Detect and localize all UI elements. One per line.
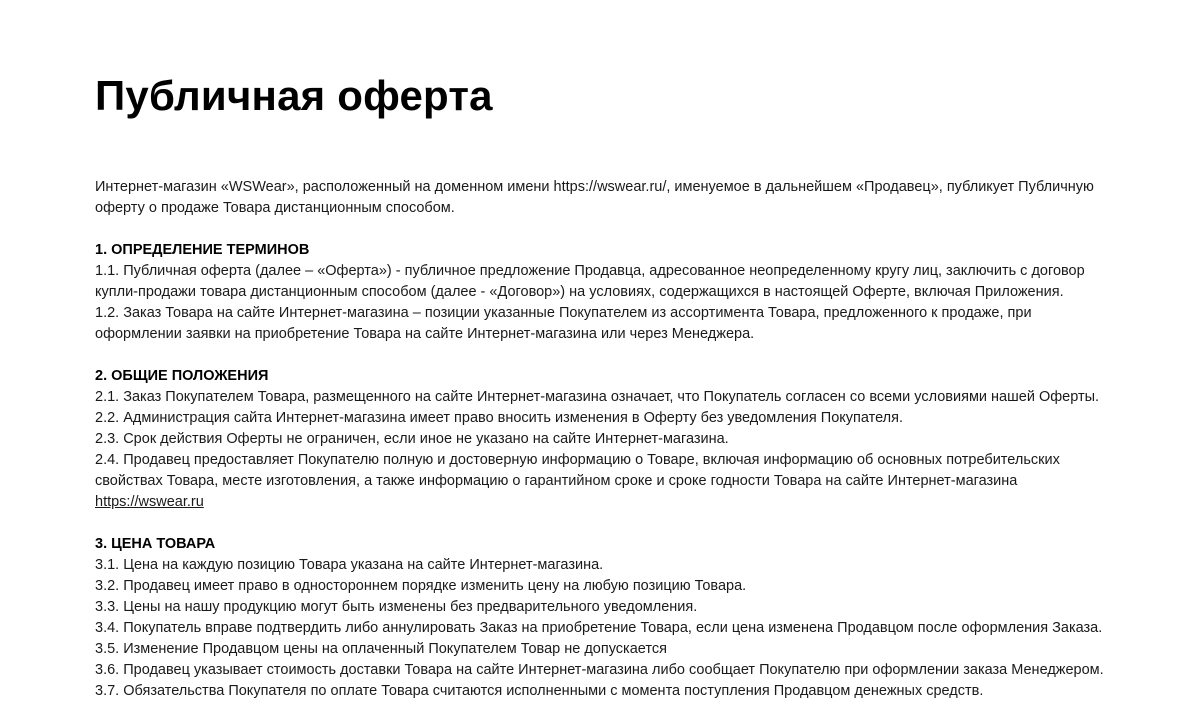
clause-2-2: 2.2. Администрация сайта Интернет-магазина имеет право вносить изменения в Оферту без уведомления Покупателя. [95,410,904,426]
section-heading-general: 2. ОБЩИЕ ПОЛОЖЕНИЯ [95,368,269,384]
clause-1-1: 1.1. Публичная оферта (далее – «Оферта») - публичное предложение Продавца, адресованное неопределенному кругу лиц, заключить с договор купли-продажи товара дистанционным способом (далее - «Договор») на условиях, содержащихся в настоящей Оферте, включая Приложения. [95,263,1085,300]
intro-paragraph: Интернет-магазин «WSWear», расположенный на доменном имени https://wswear.ru/, именуемое в дальнейшем «Продавец», публикует Публичную оферту о продаже Товара дистанционным способом. [95,179,1094,216]
clause-3-3: 3.3. Цены на нашу продукцию могут быть изменены без предварительного уведомления. [95,599,698,615]
clause-3-6: 3.6. Продавец указывает стоимость доставки Товара на сайте Интернет-магазина либо сообщает Покупателю при оформлении заказа Менеджером. [95,662,1104,678]
spacer [95,513,1115,534]
clause-3-5: 3.5. Изменение Продавцом цены на оплаченный Покупателем Товар не допускается [95,641,667,657]
clause-3-2: 3.2. Продавец имеет право в одностороннем порядке изменить цену на любую позицию Товара. [95,578,747,594]
section-heading-price: 3. ЦЕНА ТОВАРА [95,536,216,552]
clause-2-1: 2.1. Заказ Покупателем Товара, размещенного на сайте Интернет-магазина означает, что Покупатель согласен со всеми условиями нашей Оферты. [95,389,1100,405]
spacer [95,345,1115,366]
site-link[interactable]: https://wswear.ru [95,494,204,510]
spacer [95,219,1115,240]
section-heading-terms: 1. ОПРЕДЕЛЕНИЕ ТЕРМИНОВ [95,242,310,258]
offer-content [95,177,1115,702]
clause-3-1: 3.1. Цена на каждую позицию Товара указана на сайте Интернет-магазина. [95,557,604,573]
page-title: Публичная оферта [95,72,493,119]
clause-2-4-text: 2.4. Продавец предоставляет Покупателю полную и достоверную информацию о Товаре, включая информацию об основных потребительских свойствах Товара, месте изготовления, а также информацию о гарантийном сроке и сроке годности Товара на сайте Интернет-магазина [95,452,1060,489]
clause-2-4 [95,450,1115,513]
clause-3-4: 3.4. Покупатель вправе подтвердить либо аннулировать Заказ на приобретение Товара, если цена изменена Продавцом после оформления Заказа. [95,620,1103,636]
clause-1-2: 1.2. Заказ Товара на сайте Интернет-магазина – позиции указанные Покупателем из ассортимента Товара, предложенного к продаже, при оформлении заявки на приобретение Товара на сайте Интернет-магазина или через Менеджера. [95,305,1032,342]
clause-2-3: 2.3. Срок действия Оферты не ограничен, если иное не указано на сайте Интернет-магазина. [95,431,729,447]
clause-3-7: 3.7. Обязательства Покупателя по оплате Товара считаются исполненными с момента поступления Продавцом денежных средств. [95,683,984,699]
